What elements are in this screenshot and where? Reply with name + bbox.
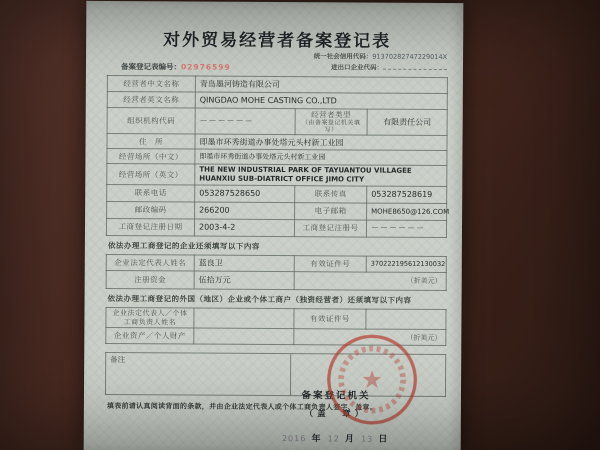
date-month-unit: 月 <box>344 434 356 445</box>
foreign-id-value <box>366 309 446 330</box>
assets-value <box>194 328 294 345</box>
capital-label: 注册资金 <box>106 270 194 289</box>
header-codes-row <box>107 51 447 74</box>
foreign-id-label: 有效证件号 <box>294 308 366 329</box>
legal-rep-label: 企业法定代表人姓名 <box>106 254 194 271</box>
section2-header: 依法办理工商登记的外国（地区）企业或个体工商户（独资经营者）还须填写以下内容 <box>107 293 412 305</box>
legal-rep-value: 蓝良卫 <box>194 255 294 272</box>
form-number-value: 02976599 <box>180 61 231 72</box>
table-row <box>106 218 446 237</box>
postcode-value: 266200 <box>195 202 295 220</box>
table-row <box>107 201 447 220</box>
table-row <box>107 164 447 187</box>
date-year-value: 2016 <box>281 434 307 444</box>
reg-date-label: 工商登记注册日期 <box>106 218 194 236</box>
premises-cn-value: 即墨市环秀街道办事处塔元头村新工业园 <box>195 149 447 166</box>
reg-no-value: －－－－－－ <box>366 220 446 237</box>
id-no-value: 370222195612130032 <box>366 256 446 272</box>
registration-form-paper <box>84 1 464 450</box>
en-name-label: 经营者英文名称 <box>107 91 195 108</box>
remarks-label: 备注 <box>105 353 290 396</box>
operator-type-label <box>295 108 367 135</box>
address-value: 即墨市环秀街道办事处塔元头村新工业园 <box>195 134 447 151</box>
date-month-value: 12 <box>327 434 340 444</box>
org-code-label: 组织机构代码 <box>107 107 195 134</box>
footer-note: 填表前请认真阅读背面的条款，并由企业法定代表人或个体工商负责人签字、盖章。 <box>106 402 378 412</box>
main-table <box>106 74 448 237</box>
cn-name-label: 经营者中文名称 <box>107 75 195 92</box>
code-block <box>314 52 447 73</box>
ie-code-blank <box>383 62 447 69</box>
table-row <box>107 184 447 203</box>
address-label: 住 所 <box>107 134 195 150</box>
table-row <box>106 307 446 330</box>
credit-code-value: 91370282747229014X <box>372 52 448 62</box>
foreign-rep-value <box>194 308 294 329</box>
operator-type-label-sub: （由备案登记机关填写） <box>301 119 361 134</box>
reg-date-value: 2003-4-2 <box>194 219 294 237</box>
section1-table <box>106 254 447 291</box>
fax-label: 联系传真 <box>295 185 367 202</box>
email-label: 电子邮箱 <box>295 202 367 219</box>
cn-name-value: 青岛墨河铸造有限公司 <box>195 76 447 94</box>
red-official-seal-icon <box>325 332 420 427</box>
date-line <box>241 431 431 445</box>
phone-label: 联系电话 <box>107 184 195 202</box>
operator-type-label-main: 经营者类型 <box>311 109 352 119</box>
ie-code-line <box>314 62 447 74</box>
en-name-value: QINGDAO MOHE CASTING CO.,LTD <box>195 92 447 110</box>
date-day-unit: 日 <box>378 434 390 445</box>
postcode-label: 邮政编码 <box>107 201 195 219</box>
credit-code-label: 统一社会信用代码： <box>313 52 373 61</box>
id-no-label: 有效证件号 <box>294 255 366 271</box>
operator-type-value: 有限责任公司 <box>367 109 447 136</box>
premises-en-label: 经营场所（英文） <box>107 164 195 185</box>
fax-value: 053287528619 <box>367 186 447 203</box>
table-row <box>107 107 447 136</box>
reg-no-label: 工商登记注册号 <box>294 219 366 236</box>
capital-usd-note: （折美元） <box>294 271 446 290</box>
section1-header: 依法办理工商登记的企业还须填写以下内容 <box>107 240 260 251</box>
premises-en-value: THE NEW INDUSTRIAL PARK OF TAYUANTOU VILLAGEE HUANXIU SUB-DIATRICT OFFICE JIMO CITY <box>195 164 447 186</box>
form-number-label: 备案登记表编号： <box>120 61 182 71</box>
premises-cn-label: 经营场所（中文） <box>107 149 195 165</box>
form-number <box>107 60 231 72</box>
assets-usd-note: （折美元） <box>294 329 446 346</box>
form-title: 对外贸易经营者备案登记表 <box>163 30 392 52</box>
date-day-value: 13 <box>361 434 374 444</box>
authority-label: 备案登记机关 <box>301 390 371 402</box>
seal-here-label: （盖 章） <box>304 409 368 420</box>
assets-label: 企业资产／个人财产 <box>106 328 194 345</box>
email-value: MOHE8650@126.COM <box>367 203 447 220</box>
foreign-rep-label: 企业法定代表人／个体工商负责人姓名 <box>106 307 194 328</box>
capital-value: 伍拾万元 <box>194 271 294 290</box>
credit-code-line <box>314 52 447 63</box>
table-row <box>106 270 446 290</box>
ie-code-label: 进出口企业代码： <box>330 63 384 72</box>
date-year-unit: 年 <box>311 434 323 445</box>
org-code-value: －－－－－－ <box>195 108 295 135</box>
phone-value: 053287528650 <box>195 185 295 203</box>
